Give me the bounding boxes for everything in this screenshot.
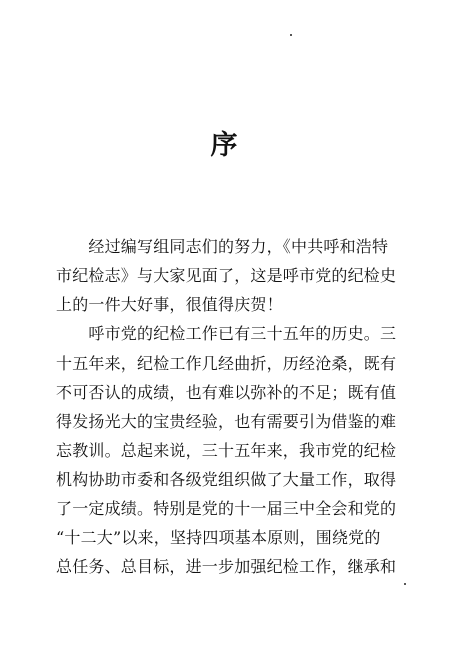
body-line: “十二大”以来，坚持四项基本原则，围绕党的 [56,528,381,547]
body-line: 市纪检志》与大家见面了，这是呼市党的纪检史 [56,266,397,285]
body-line: 呼市党的纪检工作已有三十五年的历史。三 [56,324,397,343]
preface-heading: 序 [210,130,240,161]
body-line: 总任务、总目标，进一步加强纪检工作，继承和 [56,557,397,576]
scan-speck [290,34,292,36]
body-line: 忘教训。总起来说，三十五年来，我市党的纪检 [56,441,397,460]
body-line: 十五年来，纪检工作几经曲折，历经沧桑，既有 [56,354,397,373]
scan-speck [404,583,406,585]
body-line: 得发扬光大的宝贵经验，也有需要引为借鉴的难 [56,412,397,431]
body-line: 上的一件大好事，很值得庆贺！ [56,295,283,314]
body-line: 不可否认的成绩，也有难以弥补的不足；既有值 [56,383,397,402]
body-line: 机构协助市委和各级党组织做了大量工作，取得 [56,470,397,489]
body-line: 了一定成绩。特别是党的十一届三中全会和党的 [56,499,397,518]
body-line: 经过编写组同志们的努力，《中共呼和浩特 [56,237,389,256]
